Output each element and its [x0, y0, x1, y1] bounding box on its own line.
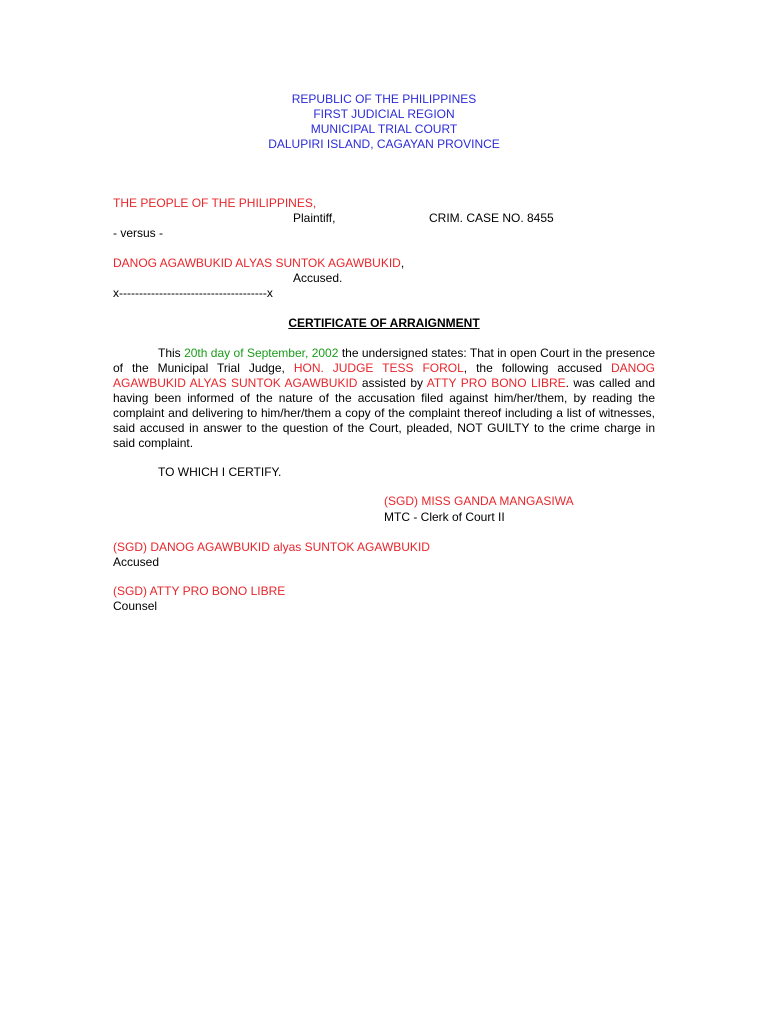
counsel-signature-role: Counsel [113, 599, 158, 613]
certify-line: TO WHICH I CERTIFY. [158, 465, 282, 479]
body-paragraph [113, 346, 655, 451]
accused-signature-role: Accused [113, 555, 160, 569]
accused-comma: , [400, 256, 405, 270]
body-accused-name: DANOG AGAWBUKID ALYAS SUNTOK AGAWBUKID [113, 361, 656, 390]
header-republic: REPUBLIC OF THE PHILIPPINES [291, 92, 477, 106]
header-region: FIRST JUDICIAL REGION [313, 107, 455, 121]
plaintiff-line [113, 196, 316, 211]
document-title: CERTIFICATE OF ARRAIGNMENT [288, 316, 480, 330]
body-counsel-name: ATTY PRO BONO LIBRE [426, 376, 566, 390]
clerk-signature-name: (SGD) MISS GANDA MANGASIWA [384, 494, 574, 508]
body-text-4: assisted by [357, 376, 427, 390]
plaintiff-comma: , [312, 196, 317, 210]
clerk-title: MTC - Clerk of Court II [384, 510, 505, 524]
case-number: CRIM. CASE NO. 8455 [429, 211, 554, 225]
body-text-3: , the following accused [463, 361, 611, 375]
caption-separator: x-------------------------------------x [113, 286, 273, 300]
header-court: MUNICIPAL TRIAL COURT [310, 122, 458, 136]
judge-name: HON. JUDGE TESS FOROL [293, 361, 464, 375]
accused-label: Accused. [293, 271, 343, 285]
plaintiff-label: Plaintiff, [293, 211, 336, 225]
body-text-2: the undersigned states: That in open Court in the presence of the Municipal Trial Judge, [113, 346, 655, 375]
accused-name: DANOG AGAWBUKID ALYAS SUNTOK AGAWBUKID [113, 256, 401, 270]
body-text-5: . was called and having been informed of the nature of the accusation filed against him/her/them, by reading the complaint and delivering to him/her/them a copy of the complaint thereof including a list of witnesses, said accused in answer to the question of the Court, pleaded, NOT GUILTY to the crime charge in said complaint. [113, 376, 655, 450]
plaintiff-name: THE PEOPLE OF THE PHILIPPINES [113, 196, 313, 210]
court-header [0, 92, 768, 152]
counsel-signature-name: (SGD) ATTY PRO BONO LIBRE [113, 584, 286, 598]
arraignment-date: 20th day of September, 2002 [184, 346, 339, 360]
accused-signature-name: (SGD) DANOG AGAWBUKID alyas SUNTOK AGAWBUKID [113, 540, 430, 554]
body-text-1: This [158, 346, 185, 360]
header-location: DALUPIRI ISLAND, CAGAYAN PROVINCE [268, 137, 500, 151]
accused-line [113, 256, 404, 271]
versus-label: - versus - [113, 226, 164, 240]
